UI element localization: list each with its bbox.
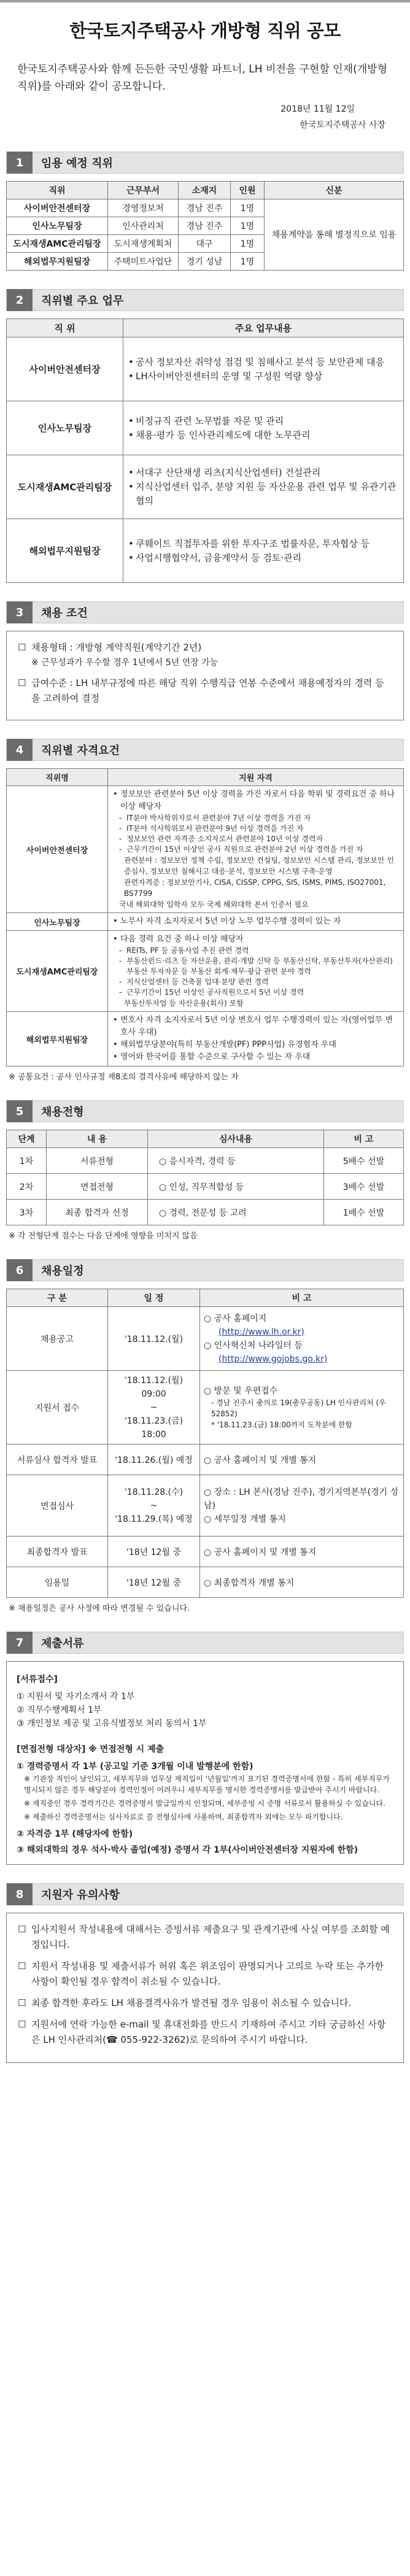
list-item: - REITs, PF 등 공동사업 추진 관련 경력 <box>118 946 400 956</box>
documents-box <box>6 1661 404 1865</box>
schedule-date: '18년 12월 중 <box>108 1567 200 1598</box>
document-item: ③ 해외대학의 경우 석사·박사 졸업(예정) 증명서 각 1부(사이버안전센터장 지원자에 한함) <box>17 1845 358 1855</box>
document-item: ① 경력증명서 각 1부 (공고일 기준 3개월 이내 발행분에 한함) <box>17 1762 253 1772</box>
process-detail: ○ 응시자격, 경력 등 <box>148 1148 324 1174</box>
list-item: • 쿠웨이트 직접투자를 위한 투자구조 법률자문, 투자협상 등 <box>127 537 400 551</box>
position-status: 채용계약을 통해 별정직으로 임용 <box>265 199 404 271</box>
list-item: • 공사 정보자산 취약성 점검 및 침해사고 분석 등 보안관제 대응 <box>127 355 400 369</box>
process-remark: 3배수 선발 <box>324 1174 404 1200</box>
process-step: 2차 <box>7 1174 47 1200</box>
table-row <box>7 1444 404 1475</box>
caution-item <box>18 1922 392 1953</box>
positions-table <box>6 181 404 271</box>
section-header-3 <box>6 601 404 623</box>
header-count: 인원 <box>231 182 265 199</box>
table-row <box>7 1200 404 1225</box>
list-item: - 근무기간이 15년 이상인 공사직원으로서 5년 이상 경력 <box>118 987 400 998</box>
section-header-2 <box>6 289 404 311</box>
table-row <box>7 1012 404 1066</box>
header-content: 내 용 <box>47 1130 148 1148</box>
caution-item <box>18 1959 392 1989</box>
header-category: 구 분 <box>7 1289 108 1307</box>
qual-position: 사이버안전센터장 <box>7 786 108 913</box>
caution-text: 지원서 작성내용 및 제출서류가 허위 혹은 위조임이 판명되거나 고의로 누락 또는 추가한 사항이 확인될 경우 합격이 취소될 수 있습니다. <box>31 1961 384 1987</box>
schedule-remark: ○ 공사 홈페이지 및 개별 통지 <box>200 1444 404 1475</box>
header-status: 신분 <box>265 182 404 199</box>
section-number: 2 <box>7 289 33 311</box>
caution-item <box>18 2017 392 2048</box>
duty-position: 도시재생AMC관리팀장 <box>7 455 123 519</box>
header-qualification: 지원 자격 <box>108 769 404 786</box>
schedule-name: 채용공고 <box>7 1307 108 1371</box>
checkbox-icon: ☐ <box>18 1997 26 2008</box>
documents-heading: [면접전형 대상자] ※ 면접전형 시 제출 <box>17 1745 164 1754</box>
section-title: 채용 조건 <box>41 607 88 620</box>
header-location: 소재지 <box>179 182 231 199</box>
table-row <box>7 1148 404 1174</box>
qual-items <box>108 1012 404 1066</box>
list-item: - 지식산업센터 등 건축물 입대·분양 관련 경력 <box>118 977 400 987</box>
date-tilde: ~ <box>150 1500 158 1511</box>
table-row <box>7 1174 404 1200</box>
document-item: ② 직무수행계획서 1부 <box>17 1705 102 1715</box>
date-start: '18.11.12.(월) 09:00 <box>124 1375 184 1399</box>
list-item: - IT분야 석사학위로서 관련분야 9년 이상 경력을 가진 자 <box>118 823 400 834</box>
header-review: 심사내용 <box>148 1130 324 1148</box>
schedule-table <box>6 1289 404 1598</box>
schedule-remark <box>200 1475 404 1537</box>
documents-heading: [서류접수] <box>17 1675 58 1684</box>
list-item: - IT분야 박사학위자로서 관련분야 7년 이상 경력을 가진 자 <box>118 813 400 823</box>
condition-item <box>18 676 392 706</box>
checkbox-icon: ☐ <box>18 677 26 688</box>
checkbox-icon: ☐ <box>18 1924 26 1935</box>
table-row <box>7 519 404 583</box>
caution-text: 입사지원서 작성내용에 대해서는 증빙서류 제출요구 및 관계기관에 사실 여부를 조회할 예정입니다. <box>31 1924 390 1950</box>
section-header-5 <box>6 1100 404 1122</box>
position-location: 경기 성남 <box>179 253 231 271</box>
intro-text: 한국토지주택공사와 함께 든든한 국민생활 파트너, LH 비전을 구현할 인재(개방형 직위)를 아래와 같이 공모합니다. <box>17 63 388 93</box>
position-name: 사이버안전센터장 <box>7 199 108 217</box>
process-table <box>6 1130 404 1225</box>
schedule-remark: ○ 최종합격자 개별 통지 <box>200 1567 404 1598</box>
qual-common-note: ※ 공통요건 : 공사 인사규정 제8조의 결격사유에 해당하지 않는 자 <box>9 1073 239 1082</box>
schedule-name: 서류심사 합격자 발표 <box>7 1444 108 1475</box>
section-header-4 <box>6 739 404 761</box>
process-name: 최종 합격자 선정 <box>47 1200 148 1225</box>
header-step: 단계 <box>7 1130 47 1148</box>
header-remark: 비 고 <box>200 1289 404 1307</box>
schedule-date: '18년 12월 중 <box>108 1537 200 1567</box>
schedule-name: 면접심사 <box>7 1475 108 1537</box>
remark-line: ○ 인사혁신처 나라일터 등 <box>204 1340 303 1351</box>
section-number: 4 <box>7 739 33 761</box>
position-location: 대구 <box>179 235 231 253</box>
position-name: 인사노무팀장 <box>7 217 108 235</box>
process-remark: 5배수 선발 <box>324 1148 404 1174</box>
document-item: ③ 개인정보 제공 및 고유식별정보 처리 동의서 1부 <box>17 1719 207 1729</box>
table-row <box>7 1567 404 1598</box>
list-item: • 채용·평가 등 인사관리제도에 대한 노무관리 <box>127 428 400 442</box>
document-ref: ※ 제출하신 경력증명서는 심사자료로 쓸 전형심사에 사용하며, 최종합격자 외에는 모두 파기합니다. <box>24 1813 343 1821</box>
position-location: 경남 진주 <box>179 217 231 235</box>
header-date: 일 정 <box>108 1289 200 1307</box>
remark-line: ○ 공사 홈페이지 <box>204 1313 267 1324</box>
list-item: • 해외법무당분야(특히 부동산개발(PF) PPP사업) 유경험자 우대 <box>112 1039 400 1051</box>
remark-line: - 경남 진주시 충의로 19(충무공동) LH 인사관리처 (우 52852) <box>211 1398 386 1418</box>
qual-position: 해외법무지원팀장 <box>7 1012 108 1066</box>
header-position: 직위 <box>7 182 108 199</box>
section-title: 채용일정 <box>41 1265 84 1278</box>
issuer: 한국토지주택공사 사장 <box>300 120 385 130</box>
caution-item <box>18 1996 392 2011</box>
schedule-remark <box>200 1371 404 1444</box>
duties-table <box>6 318 404 583</box>
schedule-date: '18.11.26.(월) 예정 <box>108 1444 200 1475</box>
remark-line: ○ 세부일정 개별 통지 <box>204 1514 286 1524</box>
position-count: 1명 <box>231 253 265 271</box>
header-duties: 주요 업무내용 <box>123 319 404 337</box>
announcement-date: 2018년 11월 12일 <box>280 104 355 114</box>
qual-items <box>108 931 404 1012</box>
date-start: '18.11.28.(수) <box>124 1487 184 1497</box>
caution-text: 최종 합격한 후라도 LH 채용결격사유가 발견될 경우 임용이 취소될 수 있습니다. <box>31 1997 352 2008</box>
remark-line: * '18.11.23.(금) 18:00까지 도착분에 한함 <box>211 1420 353 1429</box>
section-title: 직위별 자격요건 <box>41 744 120 757</box>
list-item: • LH사이버안전센터의 운영 및 구성원 역량 향상 <box>127 369 400 384</box>
position-count: 1명 <box>231 217 265 235</box>
list-item: - 부동산펀드·리츠 등 자산운용, 관리·개발 신탁 등 부동산신탁, 부동산투자(자산관리) 부동산 투자자문 등 부동산 회계·재무·광급 관련 분야 경력 <box>118 956 400 977</box>
remark-line: ○ 장소 : LH 본사(경남 진주), 경기지역본부(경기 성남) <box>204 1487 399 1511</box>
section-header-1 <box>6 152 404 174</box>
qual-note: 부동산투자업 등 자산운용(회사) 포함 <box>124 999 244 1008</box>
table-row <box>7 913 404 931</box>
document-item: ② 자격증 1부 (해당자에 한함) <box>17 1829 133 1839</box>
section-title: 지원자 유의사항 <box>41 1889 120 1902</box>
checkbox-icon: ☐ <box>18 642 26 653</box>
section-number: 1 <box>7 152 33 174</box>
process-note: ※ 각 전형단계 점수는 다음 단계에 영향을 미치지 않음 <box>9 1232 198 1241</box>
cautions-box <box>6 1913 404 2063</box>
condition-item <box>18 640 392 671</box>
schedule-note: ※ 채용일정은 공사 사정에 따라 변경될 수 있습니다. <box>9 1604 190 1613</box>
table-row <box>7 199 404 217</box>
checkbox-icon: ☐ <box>18 1961 26 1972</box>
qual-items <box>108 913 404 931</box>
section-title: 직위별 주요 업무 <box>41 295 124 307</box>
remark-line: ○ 방문 및 우편접수 <box>204 1386 278 1396</box>
schedule-date <box>108 1475 200 1537</box>
section-number: 3 <box>7 601 33 623</box>
position-name: 도시재생AMC관리팀장 <box>7 235 108 253</box>
gojobs-link[interactable]: (http://www.gojobs.go.kr) <box>219 1354 328 1364</box>
list-item: - 정보보안 관련 자격증 소지자로서 관련분야 10년 이상 경력자 <box>118 834 400 844</box>
process-remark: 1배수 선발 <box>324 1200 404 1225</box>
duty-items <box>123 519 404 583</box>
header-position: 직 위 <box>7 319 123 337</box>
table-row <box>7 455 404 519</box>
caution-text: 지원서에 연락 가능한 e-mail 및 휴대전화를 반드시 기재하여 주시고 기타 궁금하신 사항은 LH 인사관리처(☎ 055-922-3262)로 문의하여 주시기 바랍니다. <box>31 2019 386 2045</box>
checkbox-icon: ☐ <box>18 2019 26 2030</box>
date-end: '18.11.29.(목) 예정 <box>115 1514 193 1524</box>
position-dept: 인사관리처 <box>108 217 179 235</box>
document-ref: ※ 재직중인 경우 경력기간은 경력증명서 발급일까지 인정되며, 세부증빙 시 증명 서류로서 활용하실 수 있습니다. <box>24 1799 385 1808</box>
position-dept: 경영정보처 <box>108 199 179 217</box>
condition-text: 급여수준 : LH 내부규정에 따른 해당 직위 수행직급 연봉 수준에서 채용예정자의 경력 등을 고려하여 결정 <box>31 677 384 704</box>
position-name: 해외법무지원팀장 <box>7 253 108 271</box>
process-step: 3차 <box>7 1200 47 1225</box>
duty-position: 인사노무팀장 <box>7 401 123 455</box>
process-name: 서류전형 <box>47 1148 148 1174</box>
header-remark: 비 고 <box>324 1130 404 1148</box>
table-row <box>7 1475 404 1537</box>
date-tilde: ~ <box>150 1402 158 1413</box>
section-title: 제출서류 <box>41 1637 84 1650</box>
duty-items <box>123 401 404 455</box>
header-position: 직위명 <box>7 769 108 786</box>
position-dept: 도시재생계획처 <box>108 235 179 253</box>
header-dept: 근무부서 <box>108 182 179 199</box>
schedule-date <box>108 1371 200 1444</box>
list-item: • 사업시행협약서, 금융계약서 등 검토·관리 <box>127 551 400 565</box>
section-title: 임용 예정 직위 <box>41 157 113 170</box>
document-item: ① 지원서 및 자기소개서 각 1부 <box>17 1692 135 1702</box>
qual-position: 도시재생AMC관리팀장 <box>7 931 108 1012</box>
schedule-name: 지원서 접수 <box>7 1371 108 1444</box>
qual-position: 인사노무팀장 <box>7 913 108 931</box>
section-number: 6 <box>7 1259 33 1281</box>
date-end: '18.11.23.(금) 18:00 <box>124 1416 184 1440</box>
duty-position: 사이버안전센터장 <box>7 337 123 401</box>
position-dept: 주택미트사업단 <box>108 253 179 271</box>
list-item: • 정보보안 관련분야 5년 이상 경력을 가진 자로서 다음 학위 및 경력요건 중 하나 이상 해당자 <box>112 789 400 813</box>
table-row <box>7 337 404 401</box>
position-count: 1명 <box>231 235 265 253</box>
table-row <box>7 786 404 913</box>
list-item: • 다음 경력 요건 중 하나 이상 해당자 <box>112 933 400 946</box>
table-row <box>7 931 404 1012</box>
qual-certs: 관련자격증 : 정보보안기사, CISA, CISSP, CPPG, SIS, ISMS, PIMS, ISO27001, BS7799 <box>124 878 386 898</box>
table-row <box>7 1537 404 1567</box>
process-detail: ○ 경력, 전문성 등 고려 <box>148 1200 324 1225</box>
homepage-link[interactable]: (http://www.lh.or.kr) <box>219 1327 304 1337</box>
position-count: 1명 <box>231 199 265 217</box>
qualifications-table <box>6 768 404 1066</box>
process-detail: ○ 인성, 직무적합성 등 <box>148 1174 324 1200</box>
process-name: 면접전형 <box>47 1174 148 1200</box>
list-item: • 비정규직 관련 노무법률 자문 및 관리 <box>127 414 400 428</box>
conditions-box <box>6 631 404 720</box>
list-item: - 근무기간이 15년 이상인 공사 직원으로 관련분야 2년 이상 경력을 가진 자 <box>118 844 400 855</box>
section-header-6 <box>6 1259 404 1281</box>
list-item: • 서대구 산단재생 리츠(지식산업센터) 건설관리 <box>127 466 400 480</box>
list-item: • 변호사 자격 소지자로서 5년 이상 변호사 업무 수행경력이 있는 자(영어업무 변호사 우대) <box>112 1014 400 1039</box>
table-row <box>7 1371 404 1444</box>
qual-note: 국내 해외대학 입학자 모두 국제 해외대학 본서 인증서 필요 <box>119 900 309 909</box>
section-title: 채용전형 <box>41 1106 84 1119</box>
list-item: • 지식산업센터 입주, 분양 지원 등 자산운용 관련 업무 및 유관기관 협의 <box>127 480 400 508</box>
section-header-8 <box>6 1883 404 1905</box>
schedule-remark <box>200 1307 404 1371</box>
section-number: 8 <box>7 1883 33 1905</box>
duty-items <box>123 455 404 519</box>
list-item: • 영어와 한국어를 통할 수준으로 구사할 수 있는 자 우대 <box>112 1051 400 1063</box>
duty-position: 해외법무지원팀장 <box>7 519 123 583</box>
schedule-name: 임용일 <box>7 1567 108 1598</box>
section-number: 7 <box>7 1632 33 1654</box>
document-ref: ※ 기관장 직인이 날인되고, 세부직무와 업무상 재직일이 '년월일'까지 표기된 경력증명서에 한함 - 특히 세부직무가 명시되지 않은 경우 해당분야 경력인정이 어려우니 세부직무를 명시한 경력증명서를 발급받아 주시기 바랍니다. <box>24 1775 390 1794</box>
table-row <box>7 401 404 455</box>
condition-text: 채용형태 : 개방형 계약직원(계약기간 2년) <box>31 642 202 653</box>
duty-items <box>123 337 404 401</box>
schedule-date: '18.11.12.(월) <box>108 1307 200 1371</box>
schedule-name: 최종합격자 발표 <box>7 1537 108 1567</box>
process-step: 1차 <box>7 1148 47 1174</box>
section-header-7 <box>6 1632 404 1654</box>
table-row <box>7 1307 404 1371</box>
qual-items <box>108 786 404 913</box>
page-title: 한국토지주택공사 개방형 직위 공모 <box>69 20 341 41</box>
qual-areas: 관련분야 : 정보보안 정책 수립, 정보보안 컨설팅, 정보보안 시스템 관리, 정보보안 인증심사, 정보보안 침해사고 대응·분석, 정보보안 시스템 구축·운영 <box>124 856 394 876</box>
list-item: • 노무사 자격 소지자로서 5년 이상 노무 업무수행 경력이 있는 자 <box>112 916 400 928</box>
section-number: 5 <box>7 1100 33 1122</box>
condition-note: ※ 근무성과가 우수할 경우 1년에서 5년 연장 가능 <box>31 658 219 668</box>
position-location: 경남 진주 <box>179 199 231 217</box>
schedule-remark: ○ 공사 홈페이지 및 개별 통지 <box>200 1537 404 1567</box>
